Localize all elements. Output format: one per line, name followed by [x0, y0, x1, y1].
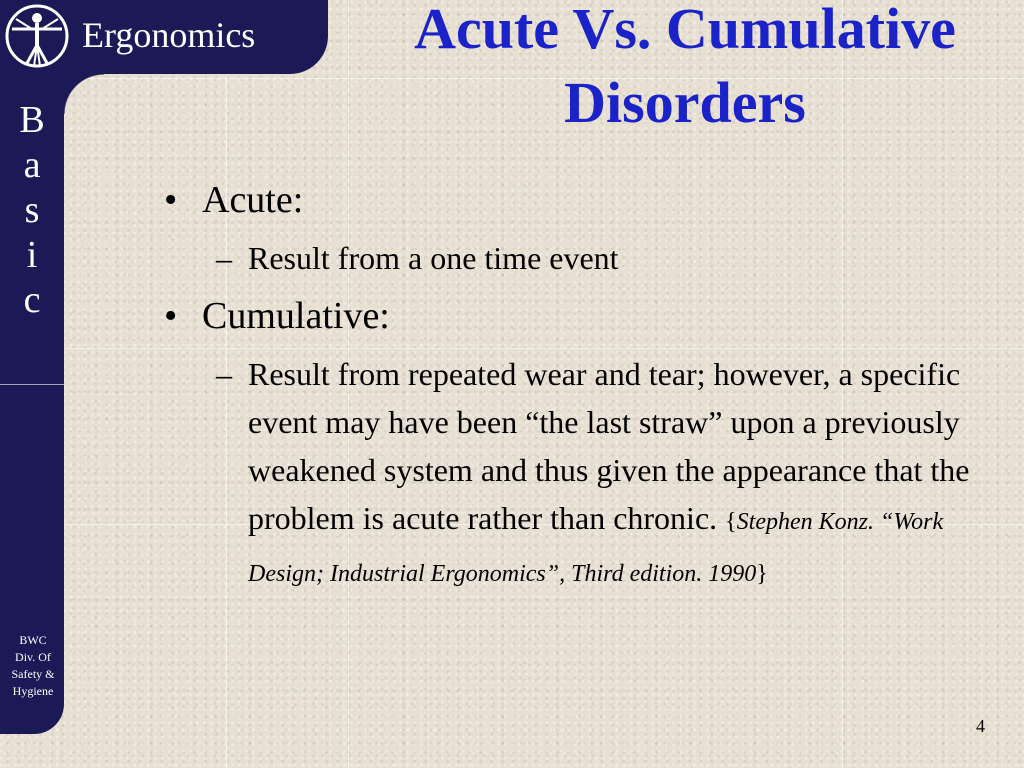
side-bar-corner	[64, 74, 104, 114]
vertical-letter: B	[19, 99, 45, 141]
sub-bullet-item	[160, 350, 1020, 598]
vertical-letter: a	[23, 144, 41, 186]
sidebar-divider	[0, 384, 64, 385]
sub-bullet-text: Result from repeated wear and tear; however, a specific event may have been “the last straw” upon a previously weakened system and thus given the appearance that the problem is acute rather than chronic.	[248, 356, 970, 536]
sub-bullet-text: Result from a one time event	[248, 240, 619, 276]
citation-open-brace: {	[725, 509, 737, 535]
dept-line: Hygiene	[12, 684, 54, 698]
dept-line: BWC	[19, 633, 47, 647]
bullet-dot-icon: •	[164, 295, 178, 337]
department-label	[0, 632, 66, 700]
title-line: Disorders	[564, 70, 806, 135]
page-number: 4	[976, 716, 985, 736]
bullet-item	[160, 292, 1020, 340]
vertical-word	[0, 98, 64, 323]
vertical-letter: i	[26, 234, 38, 276]
sub-bullet-item	[160, 234, 1020, 282]
citation-text: Stephen Konz. “Work Design; Industrial Ergonomics”, Third edition. 1990	[248, 509, 944, 587]
slide-content	[160, 176, 1020, 608]
bullet-label: Acute:	[202, 179, 304, 221]
dash-icon: –	[216, 240, 232, 276]
brand-title: Ergonomics	[82, 15, 256, 55]
citation-close-brace: }	[756, 561, 768, 587]
bullet-label: Cumulative:	[202, 295, 390, 337]
dash-icon: –	[216, 356, 232, 392]
bullet-dot-icon: •	[164, 179, 178, 221]
dept-line: Div. Of	[15, 650, 51, 664]
bullet-item	[160, 176, 1020, 224]
vitruvian-man-icon	[4, 3, 70, 69]
title-line: Acute Vs. Cumulative	[414, 0, 956, 61]
dept-line: Safety &	[11, 667, 55, 681]
vertical-letter: c	[23, 279, 41, 321]
vertical-letter: s	[24, 189, 40, 231]
slide-title	[340, 0, 1024, 140]
